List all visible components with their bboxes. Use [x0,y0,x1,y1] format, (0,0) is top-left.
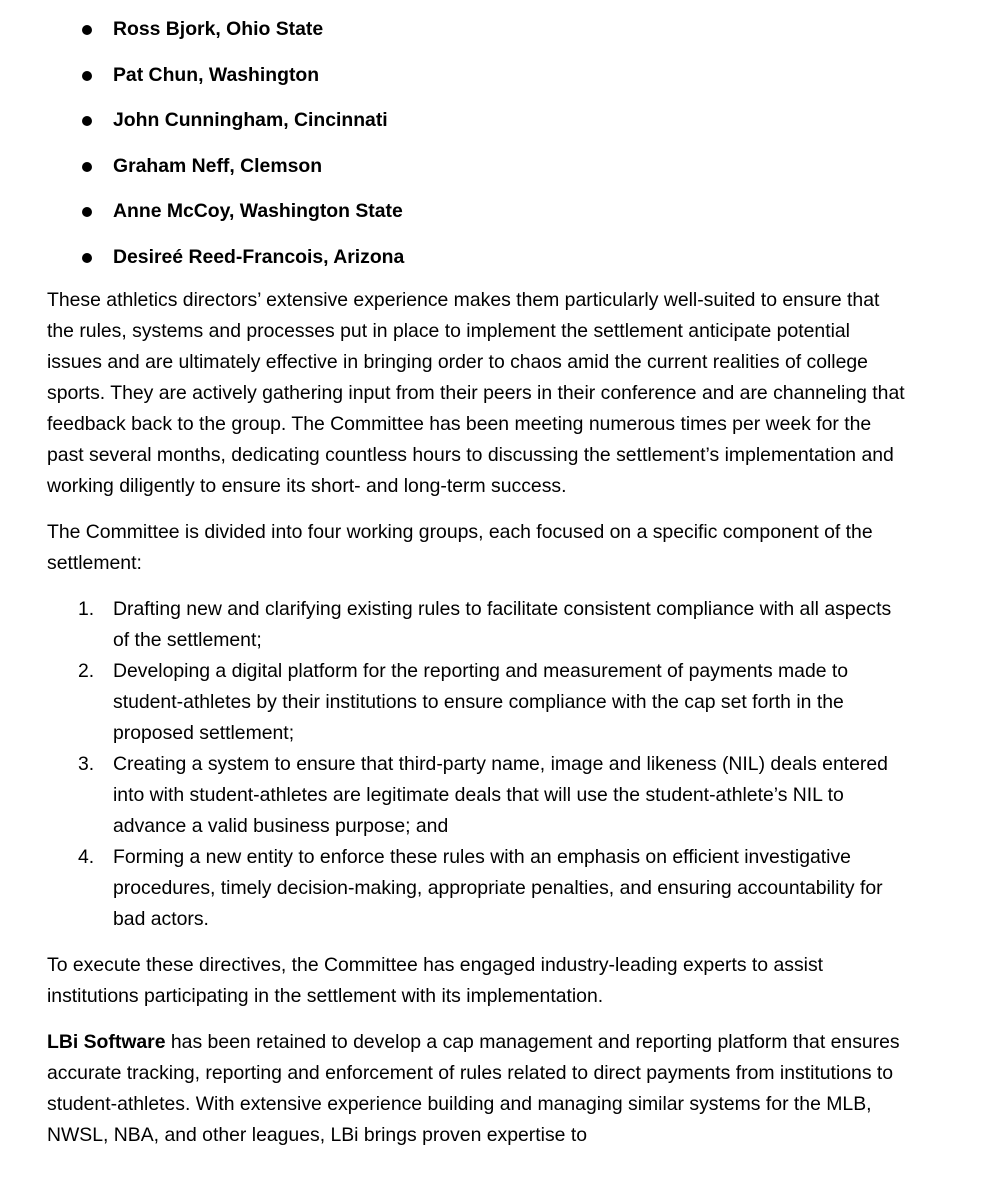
working-groups-list [47,594,907,935]
document-page [47,14,907,1151]
bullet-icon [82,71,92,81]
lbi-paragraph [47,1027,907,1151]
list-item [47,14,907,60]
member-name: Graham Neff, Clemson [113,154,323,177]
member-name: Ross Bjork, Ohio State [113,18,324,40]
bullet-icon [82,207,92,217]
list-item [47,594,907,656]
list-item [47,749,907,842]
item-text: Developing a digital platform for the reporting and measurement of payments made to student-athletes by their institutions to ensure compliance with the cap set forth in the proposed settlement; [113,659,849,744]
bullet-icon [82,162,92,172]
bullet-icon [82,253,92,263]
item-number: 2. [78,659,95,682]
list-item [47,151,907,197]
experience-paragraph: These athletics directors’ extensive experience makes them particularly well-suited to ensure that the rules, systems and processes put in place to implement the settlement anticipate potential issues and are ultimately effective in bringing order to chaos amid the current realities of college sports. They are actively gathering input from their peers in their conference and are channeling that feedback back to the group. The Committee has been meeting numerous times per week for the past several months, dedicating countless hours to discussing the settlement’s implementation and working diligently to ensure its short- and long-term success. [47,288,905,497]
member-name: Desireé Reed-Francois, Arizona [113,245,405,268]
item-text: Creating a system to ensure that third-party name, image and likeness (NIL) deals entered into with student-athletes are legitimate deals that will use the student-athlete’s NIL to advance a valid business purpose; and [113,752,888,837]
experts-paragraph: To execute these directives, the Committee has engaged industry-leading experts to assist institutions participating in the settlement with its implementation. [47,953,824,1007]
list-item [47,105,907,151]
list-item [47,842,907,935]
item-number: 1. [78,597,95,620]
bullet-icon [82,25,92,35]
working-groups-intro: The Committee is divided into four working groups, each focused on a specific component of the settlement: [47,520,873,574]
member-name: John Cunningham, Cincinnati [113,109,388,132]
item-text: Drafting new and clarifying existing rules to facilitate consistent compliance with all aspects of the settlement; [113,597,892,651]
lbi-description: has been retained to develop a cap management and reporting platform that ensures accurate tracking, reporting and enforcement of rules related to direct payments from institutions to student-athletes. With extensive experience building and managing similar systems for the MLB, NWSL, NBA, and other leagues, LBi brings proven expertise to [47,1030,900,1146]
list-item [47,656,907,749]
list-item [47,60,907,106]
list-item [47,196,907,242]
committee-member-list [47,14,907,288]
company-name: LBi Software [47,1030,166,1053]
item-number: 4. [78,845,95,868]
member-name: Pat Chun, Washington [113,63,320,86]
item-text: Forming a new entity to enforce these rules with an emphasis on efficient investigative procedures, timely decision-making, appropriate penalties, and ensuring accountability for bad actors. [113,845,883,930]
bullet-icon [82,116,92,126]
member-name: Anne McCoy, Washington State [113,200,403,223]
list-item [47,242,907,288]
item-number: 3. [78,752,95,775]
